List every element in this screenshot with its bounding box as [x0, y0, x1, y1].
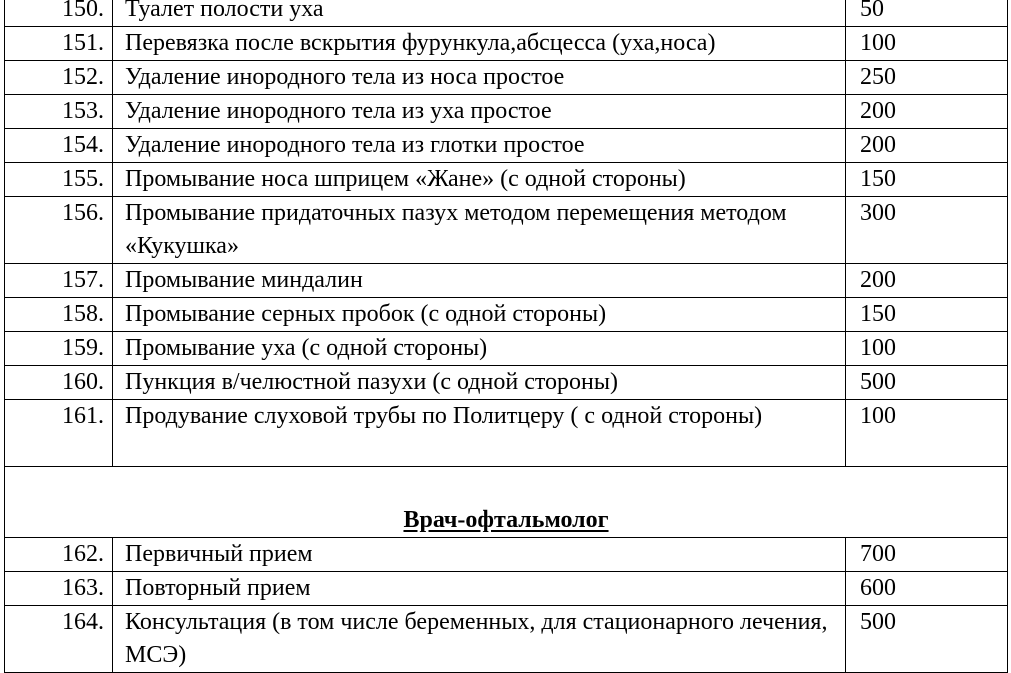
- row-number: 158.: [5, 298, 113, 332]
- table-row: [5, 572, 1008, 606]
- row-number: 160.: [5, 366, 113, 400]
- service-price: 200: [846, 264, 1008, 298]
- row-number: 155.: [5, 163, 113, 197]
- service-price: 700: [846, 538, 1008, 572]
- service-price: 100: [846, 332, 1008, 366]
- table-row: [5, 606, 1008, 673]
- service-name: Промывание придаточных пазух методом перемещения методом «Кукушка»: [113, 197, 846, 264]
- row-number: 157.: [5, 264, 113, 298]
- service-name: Промывание носа шприцем «Жане» (с одной стороны): [113, 163, 846, 197]
- row-number: 152.: [5, 61, 113, 95]
- service-price: 100: [846, 400, 1008, 467]
- table-row: [5, 332, 1008, 366]
- service-name: Туалет полости уха: [113, 0, 846, 27]
- service-price: 200: [846, 129, 1008, 163]
- row-number: 162.: [5, 538, 113, 572]
- table-row: [5, 27, 1008, 61]
- row-number: 161.: [5, 400, 113, 467]
- row-number: 163.: [5, 572, 113, 606]
- table-row: [5, 129, 1008, 163]
- table-row: [5, 61, 1008, 95]
- service-price: 500: [846, 366, 1008, 400]
- service-price: 300: [846, 197, 1008, 264]
- row-number: 153.: [5, 95, 113, 129]
- table-row: [5, 400, 1008, 467]
- service-name: Промывание уха (с одной стороны): [113, 332, 846, 366]
- service-name: Перевязка после вскрытия фурункула,абсцесса (уха,носа): [113, 27, 846, 61]
- section-header-row: [5, 467, 1008, 538]
- service-price: 150: [846, 298, 1008, 332]
- section-title: Врач-офтальмолог: [403, 507, 609, 533]
- service-price: 200: [846, 95, 1008, 129]
- service-name: Консультация (в том числе беременных, для стационарного лечения, МСЭ): [113, 606, 846, 673]
- service-price: 500: [846, 606, 1008, 673]
- table-row: [5, 298, 1008, 332]
- service-name: Повторный прием: [113, 572, 846, 606]
- service-name: Промывание серных пробок (с одной стороны): [113, 298, 846, 332]
- price-table: [4, 0, 1008, 673]
- row-number: 156.: [5, 197, 113, 264]
- service-price: 50: [846, 0, 1008, 27]
- service-name: Пункция в/челюстной пазухи (с одной стороны): [113, 366, 846, 400]
- section-header-cell: [5, 467, 1008, 538]
- table-row: [5, 197, 1008, 264]
- service-price: 150: [846, 163, 1008, 197]
- service-price: 100: [846, 27, 1008, 61]
- table-row: [5, 0, 1008, 27]
- service-name: Промывание миндалин: [113, 264, 846, 298]
- row-number: 159.: [5, 332, 113, 366]
- service-name: Удаление инородного тела из уха простое: [113, 95, 846, 129]
- table-row: [5, 95, 1008, 129]
- service-name: Удаление инородного тела из глотки простое: [113, 129, 846, 163]
- row-number: 154.: [5, 129, 113, 163]
- service-name: Удаление инородного тела из носа простое: [113, 61, 846, 95]
- service-price: 250: [846, 61, 1008, 95]
- table-row: [5, 366, 1008, 400]
- table-row: [5, 538, 1008, 572]
- row-number: 150.: [5, 0, 113, 27]
- table-row: [5, 163, 1008, 197]
- table-row: [5, 264, 1008, 298]
- service-price: 600: [846, 572, 1008, 606]
- row-number: 151.: [5, 27, 113, 61]
- row-number: 164.: [5, 606, 113, 673]
- service-name: Продувание слуховой трубы по Политцеру ( с одной стороны): [113, 400, 846, 467]
- service-name: Первичный прием: [113, 538, 846, 572]
